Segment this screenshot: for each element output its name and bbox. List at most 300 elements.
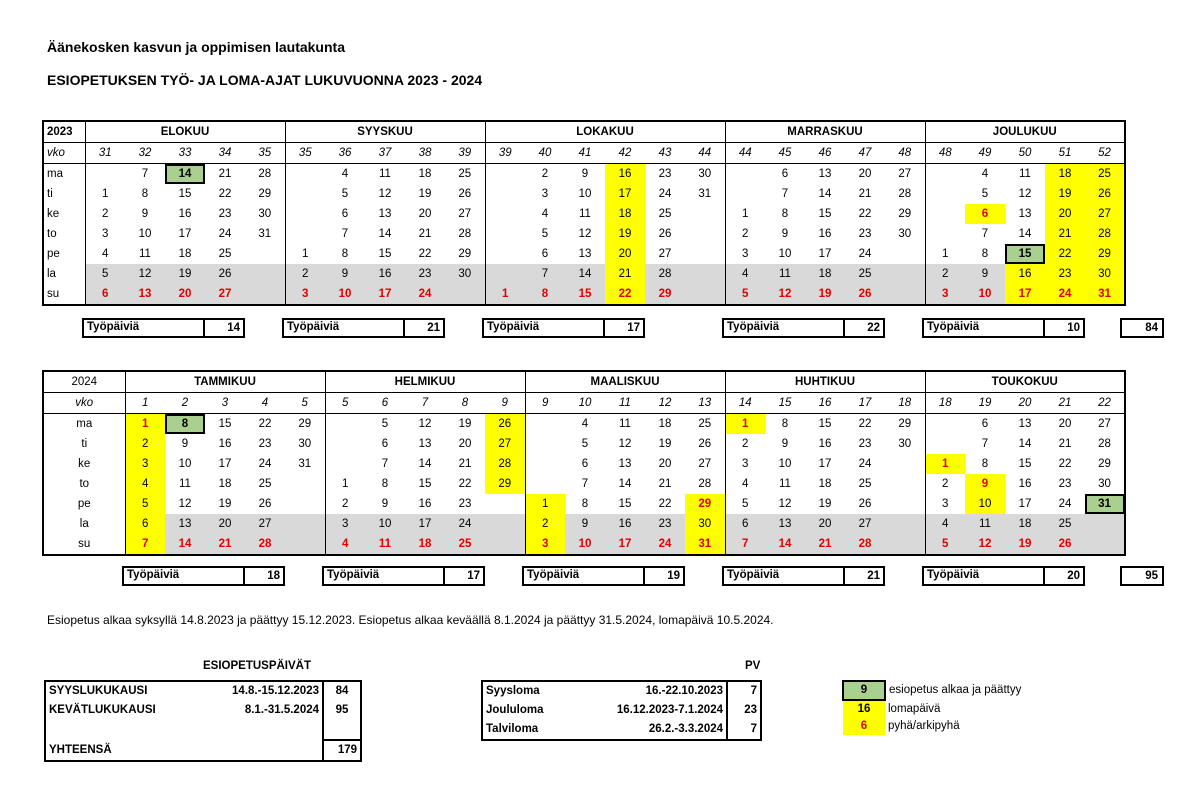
day-cell: 10 (578, 188, 592, 200)
day-cell: 13 (578, 248, 592, 260)
day-cell: 20 (458, 438, 472, 450)
week-number: 44 (685, 143, 725, 164)
day-cell: 25 (218, 248, 232, 260)
day-cell (525, 474, 565, 494)
day-cell: 16 (818, 438, 832, 450)
day-cell: 4 (325, 534, 365, 555)
week-label: vko (43, 393, 125, 414)
week-number: 6 (365, 393, 405, 414)
day-cell: 8 (141, 188, 149, 200)
day-cell: 6 (781, 168, 789, 180)
workdays-label: Työpäiviä (287, 321, 340, 333)
day-cell (925, 224, 965, 244)
day-cell (925, 204, 965, 224)
legend-item (843, 700, 1021, 718)
day-cell: 24 (405, 284, 445, 305)
day-cell: 15 (418, 478, 432, 490)
day-cell: 16 (365, 264, 405, 284)
day-cell: 23 (858, 438, 872, 450)
workdays-value: 17 (603, 320, 643, 336)
day-cell: 15 (818, 208, 832, 220)
day-cell: 12 (965, 534, 1005, 555)
day-cell: 12 (618, 438, 632, 450)
day-cell: 19 (1005, 534, 1045, 555)
day-cell: 31 (1085, 494, 1125, 514)
day-cell: 29 (1098, 458, 1111, 470)
day-cell: 24 (258, 458, 272, 470)
day-cell: 26 (1045, 534, 1085, 555)
legend-swatch-holiday: 16 (843, 700, 885, 718)
day-cell: 6 (581, 458, 589, 470)
day-cell: 28 (258, 168, 272, 180)
day-cell: 4 (981, 168, 989, 180)
day-cell: 27 (845, 514, 885, 534)
week-number: 7 (405, 393, 445, 414)
week-number: 5 (285, 393, 325, 414)
week-number: 46 (805, 143, 845, 164)
workdays-box (522, 566, 685, 586)
day-cell: 19 (218, 498, 232, 510)
day-cell: 28 (458, 228, 472, 240)
day-cell: 25 (458, 168, 472, 180)
calendar-2023 (42, 120, 1126, 306)
day-cell: 29 (898, 208, 912, 220)
day-cell: 6 (981, 418, 989, 430)
page-title: ESIOPETUKSEN TYÖ- JA LOMA-AJAT LUKUVUONNA 2023 - 2024 (47, 72, 483, 88)
month-name: JOULUKUU (925, 121, 1125, 143)
day-cell (685, 264, 725, 284)
holiday-label: Joululoma (486, 704, 544, 716)
day-cell: 24 (1058, 498, 1072, 510)
summary-dates: 14.8.-15.12.2023 (204, 681, 323, 701)
day-cell: 23 (858, 228, 872, 240)
holidays-table (481, 680, 762, 741)
day-cell: 30 (1085, 264, 1125, 284)
day-cell: 6 (85, 284, 125, 305)
week-number: 35 (245, 143, 285, 164)
workdays-box (922, 318, 1085, 338)
weekday-label: su (43, 534, 125, 555)
week-number: 13 (685, 393, 725, 414)
week-number: 41 (565, 143, 605, 164)
workdays-label: Työpäiviä (927, 321, 980, 333)
day-cell: 28 (845, 534, 885, 555)
holiday-days: 7 (750, 685, 757, 697)
calendar-year: 2024 (43, 371, 125, 393)
day-cell: 9 (965, 264, 1005, 284)
day-cell (885, 474, 925, 494)
day-cell: 10 (965, 284, 1005, 305)
day-cell: 4 (341, 168, 349, 180)
day-cell: 22 (605, 284, 645, 305)
day-cell: 28 (1085, 224, 1125, 244)
day-cell: 18 (658, 418, 672, 430)
day-cell (1085, 514, 1125, 534)
day-cell: 16 (1005, 264, 1045, 284)
day-cell: 14 (565, 264, 605, 284)
week-number: 8 (445, 393, 485, 414)
day-cell: 11 (179, 478, 191, 490)
day-cell: 17 (365, 284, 405, 305)
day-cell: 26 (205, 264, 245, 284)
legend-text: pyhä/arkipyhä (888, 720, 960, 732)
month-name: ELOKUU (85, 121, 285, 143)
weekday-label: to (43, 224, 85, 244)
day-cell: 8 (781, 208, 789, 220)
workdays-total: 95 (1120, 566, 1164, 586)
day-cell: 4 (541, 208, 549, 220)
day-cell: 11 (779, 478, 791, 490)
day-cell: 13 (378, 208, 392, 220)
day-cell (885, 514, 925, 534)
day-cell: 13 (618, 458, 632, 470)
day-cell: 25 (845, 264, 885, 284)
day-cell: 5 (125, 494, 165, 514)
day-cell: 3 (102, 228, 109, 240)
day-cell (485, 164, 525, 185)
day-cell: 21 (418, 228, 432, 240)
day-cell: 8 (381, 478, 389, 490)
day-cell: 22 (218, 188, 232, 200)
week-number: 17 (845, 393, 885, 414)
week-number: 4 (245, 393, 285, 414)
legend-item (843, 718, 1021, 735)
weekday-label: to (43, 474, 125, 494)
day-cell: 18 (818, 478, 832, 490)
week-number: 36 (325, 143, 365, 164)
day-cell: 4 (925, 514, 965, 534)
day-cell: 24 (218, 228, 232, 240)
day-cell: 1 (102, 188, 109, 200)
week-number: 33 (165, 143, 205, 164)
day-cell: 7 (141, 168, 149, 180)
day-cell (525, 434, 565, 454)
day-cell: 18 (1005, 514, 1045, 534)
day-cell: 4 (581, 418, 589, 430)
day-cell: 4 (125, 474, 165, 494)
week-number: 32 (125, 143, 165, 164)
day-cell: 19 (818, 498, 832, 510)
day-cell: 16 (418, 498, 432, 510)
week-number: 2 (165, 393, 205, 414)
day-cell: 15 (178, 188, 192, 200)
day-cell (285, 204, 325, 224)
day-cell (285, 474, 325, 494)
legend-swatch-red: 6 (843, 718, 885, 735)
day-cell (485, 534, 525, 555)
day-cell: 14 (418, 458, 432, 470)
day-cell: 7 (125, 534, 165, 555)
day-cell: 26 (845, 284, 885, 305)
day-cell: 29 (645, 284, 685, 305)
day-cell (685, 224, 725, 244)
workdays-box (922, 566, 1085, 586)
week-number: 15 (765, 393, 805, 414)
day-cell: 18 (605, 204, 645, 224)
day-cell: 10 (365, 514, 405, 534)
day-cell: 25 (698, 418, 712, 430)
workdays-label: Työpäiviä (327, 569, 380, 581)
day-cell: 15 (618, 498, 632, 510)
day-cell (925, 434, 965, 454)
workdays-value: 21 (403, 320, 443, 336)
day-cell: 8 (981, 248, 989, 260)
day-cell: 19 (165, 264, 205, 284)
weekday-label: pe (43, 244, 85, 264)
day-cell: 12 (765, 284, 805, 305)
weekday-label: ma (43, 414, 125, 435)
day-cell: 6 (125, 514, 165, 534)
day-cell: 22 (658, 498, 672, 510)
workdays-value: 19 (643, 568, 683, 584)
day-cell: 17 (218, 458, 232, 470)
day-cell: 16 (1018, 478, 1032, 490)
week-number: 38 (405, 143, 445, 164)
day-cell: 18 (178, 248, 192, 260)
day-cell: 10 (778, 248, 792, 260)
day-cell: 26 (1085, 184, 1125, 204)
day-cell: 27 (245, 514, 285, 534)
day-cell: 12 (378, 188, 392, 200)
day-cell: 9 (381, 498, 389, 510)
day-cell: 23 (645, 514, 685, 534)
day-cell: 7 (525, 264, 565, 284)
day-cell (285, 184, 325, 204)
week-number: 11 (605, 393, 645, 414)
day-cell: 29 (258, 188, 272, 200)
summary-label: KEVÄTLUKUKAUSI (49, 704, 156, 716)
day-cell: 8 (781, 418, 789, 430)
day-cell: 19 (418, 188, 432, 200)
day-cell: 25 (258, 478, 272, 490)
day-cell: 25 (1045, 514, 1085, 534)
day-cell: 7 (981, 228, 989, 240)
day-cell: 15 (218, 418, 232, 430)
day-cell: 28 (1098, 438, 1111, 450)
month-name: SYYSKUU (285, 121, 485, 143)
day-cell (485, 494, 525, 514)
day-cell: 4 (725, 264, 765, 284)
week-number: 43 (645, 143, 685, 164)
day-cell: 19 (458, 418, 472, 430)
month-name: TOUKOKUU (925, 371, 1125, 393)
day-cell: 11 (965, 514, 1005, 534)
summary-row (45, 701, 361, 720)
holiday-row (482, 720, 761, 740)
day-cell: 2 (325, 494, 365, 514)
workdays-value: 17 (443, 568, 483, 584)
day-cell: 7 (381, 458, 389, 470)
day-cell: 3 (925, 284, 965, 305)
day-cell (285, 534, 325, 555)
week-number: 35 (285, 143, 325, 164)
day-cell: 28 (698, 478, 712, 490)
week-number: 40 (525, 143, 565, 164)
workdays-box (722, 318, 885, 338)
day-cell: 31 (258, 228, 272, 240)
weekday-label: ke (43, 454, 125, 474)
day-cell: 2 (102, 208, 109, 220)
day-cell: 17 (818, 458, 832, 470)
summary-total-label: YHTEENSÄ (49, 743, 112, 756)
day-cell: 7 (725, 534, 765, 555)
day-cell: 5 (925, 534, 965, 555)
day-cell: 18 (805, 264, 845, 284)
day-cell: 5 (85, 264, 125, 284)
day-cell: 20 (165, 284, 205, 305)
day-cell (445, 284, 485, 305)
day-cell: 26 (485, 414, 525, 435)
day-cell: 6 (381, 438, 389, 450)
day-cell: 7 (981, 438, 989, 450)
day-cell: 12 (125, 264, 165, 284)
day-cell (525, 414, 565, 435)
day-cell (485, 264, 525, 284)
day-cell: 19 (805, 284, 845, 305)
week-number: 1 (125, 393, 165, 414)
day-cell: 24 (858, 248, 872, 260)
holiday-dates: 16.-22.10.2023 (589, 681, 727, 701)
day-cell: 9 (965, 474, 1005, 494)
week-number: 52 (1085, 143, 1125, 164)
day-cell: 24 (1045, 284, 1085, 305)
day-cell: 9 (781, 228, 789, 240)
day-cell: 4 (725, 474, 765, 494)
week-number: 16 (805, 393, 845, 414)
day-cell (685, 244, 725, 264)
holidays-header: PV (745, 660, 761, 672)
week-number: 10 (565, 393, 605, 414)
info-note: Esiopetus alkaa syksyllä 14.8.2023 ja päättyy 15.12.2023. Esiopetus alkaa keväällä 8.1.2024 ja päättyy 31.5.2024, lomapäivä 10.5.2024. (47, 613, 774, 627)
day-cell (925, 164, 965, 185)
day-cell: 22 (858, 208, 872, 220)
day-cell: 3 (725, 244, 765, 264)
day-cell: 23 (405, 264, 445, 284)
day-cell (85, 164, 125, 185)
day-cell: 20 (1045, 204, 1085, 224)
day-cell (525, 454, 565, 474)
summary-row (45, 681, 361, 701)
day-cell: 24 (645, 534, 685, 555)
summary-table (44, 680, 362, 762)
day-cell: 13 (418, 438, 432, 450)
day-cell: 21 (658, 478, 672, 490)
workdays-box (122, 566, 285, 586)
summary-label: SYYSLUKUKAUSI (49, 685, 148, 697)
day-cell (325, 454, 365, 474)
day-cell: 5 (725, 284, 765, 305)
day-cell (325, 414, 365, 435)
day-cell: 25 (445, 534, 485, 555)
day-cell: 14 (818, 188, 832, 200)
day-cell: 26 (698, 438, 712, 450)
day-cell: 21 (458, 458, 472, 470)
day-cell: 26 (258, 498, 272, 510)
day-cell: 3 (925, 494, 965, 514)
day-cell: 3 (541, 188, 549, 200)
day-cell: 14 (618, 478, 632, 490)
week-number: 39 (445, 143, 485, 164)
day-cell: 23 (1045, 264, 1085, 284)
day-cell (885, 244, 925, 264)
day-cell: 15 (1005, 244, 1045, 264)
workdays-box (322, 566, 485, 586)
day-cell: 1 (485, 284, 525, 305)
week-label: vko (43, 143, 85, 164)
legend-text: esiopetus alkaa ja päättyy (889, 684, 1022, 696)
day-cell (725, 164, 765, 185)
week-number: 49 (965, 143, 1005, 164)
day-cell: 11 (365, 534, 405, 555)
day-cell: 17 (605, 184, 645, 204)
day-cell: 27 (1085, 204, 1125, 224)
holiday-row (482, 681, 761, 701)
workdays-total: 84 (1120, 318, 1164, 338)
day-cell: 23 (258, 438, 272, 450)
day-cell: 10 (325, 284, 365, 305)
day-cell: 18 (218, 478, 232, 490)
day-cell: 25 (658, 208, 672, 220)
day-cell: 5 (725, 494, 765, 514)
day-cell: 16 (605, 164, 645, 185)
week-number: 5 (325, 393, 365, 414)
week-number: 44 (725, 143, 765, 164)
day-cell: 7 (341, 228, 349, 240)
workdays-label: Työpäiviä (727, 321, 780, 333)
day-cell: 10 (138, 228, 152, 240)
day-cell: 8 (525, 284, 565, 305)
day-cell: 22 (1058, 458, 1072, 470)
day-cell: 20 (658, 458, 672, 470)
day-cell: 10 (565, 534, 605, 555)
weekday-label: pe (43, 494, 125, 514)
legend-swatch-start: 9 (843, 681, 885, 700)
day-cell: 9 (781, 438, 789, 450)
holiday-dates: 26.2.-3.3.2024 (589, 720, 727, 740)
day-cell: 14 (1018, 228, 1032, 240)
day-cell (485, 514, 525, 534)
day-cell: 30 (445, 264, 485, 284)
day-cell (885, 494, 925, 514)
day-cell: 23 (1058, 478, 1072, 490)
day-cell: 13 (818, 168, 832, 180)
week-number: 18 (885, 393, 925, 414)
day-cell (285, 494, 325, 514)
day-cell: 4 (102, 248, 109, 260)
day-cell: 10 (778, 458, 792, 470)
day-cell: 26 (858, 498, 872, 510)
month-name: LOKAKUU (485, 121, 725, 143)
workdays-label: Työpäiviä (927, 569, 980, 581)
week-number: 51 (1045, 143, 1085, 164)
day-cell (885, 454, 925, 474)
day-cell: 23 (218, 208, 232, 220)
weekday-label: ma (43, 164, 85, 185)
day-cell: 29 (458, 248, 472, 260)
day-cell: 17 (1005, 284, 1045, 305)
week-number: 9 (525, 393, 565, 414)
calendar-year: 2023 (43, 121, 85, 143)
day-cell: 14 (378, 228, 392, 240)
week-number: 45 (765, 143, 805, 164)
day-cell: 2 (125, 434, 165, 454)
day-cell: 2 (525, 514, 565, 534)
workdays-label: Työpäiviä (527, 569, 580, 581)
day-cell: 19 (658, 438, 672, 450)
day-cell: 27 (658, 248, 672, 260)
org-name: Äänekosken kasvun ja oppimisen lautakunta (47, 39, 345, 55)
day-cell: 15 (565, 284, 605, 305)
